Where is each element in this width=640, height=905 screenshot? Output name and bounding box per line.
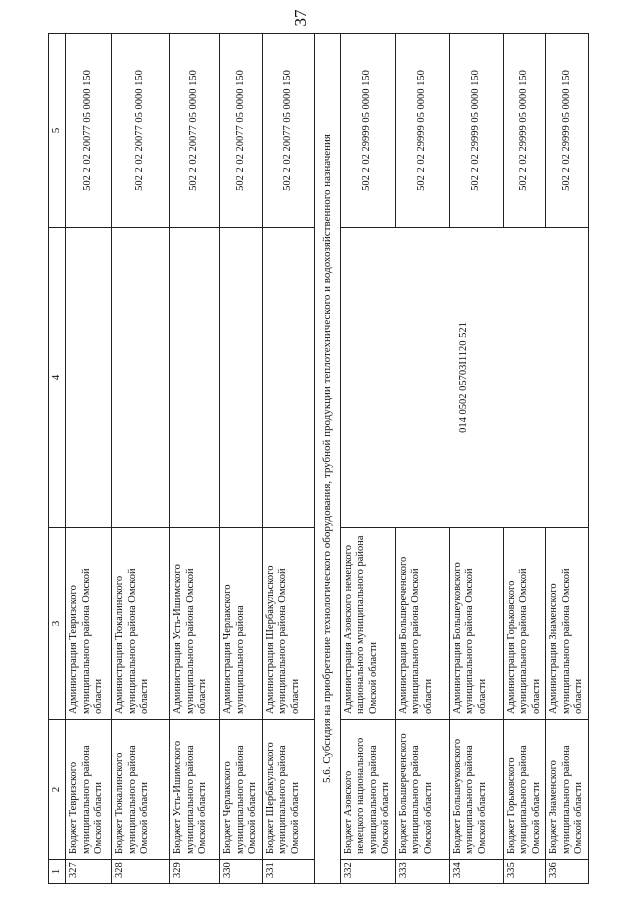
page-number: 37 — [291, 9, 310, 27]
header-col-1: 1 — [49, 860, 66, 884]
table-row — [112, 34, 170, 884]
header-row — [49, 34, 66, 884]
admin-cell: Администрация Азовского немецкого национального муниципального района Омской области — [340, 528, 395, 720]
row-number: 332 — [340, 860, 395, 884]
code-cell — [66, 228, 112, 528]
income-code-cell: 502 2 02 29999 05 0000 150 — [340, 34, 395, 228]
header-col-3: 3 — [49, 528, 66, 720]
budget-cell: Бюджет Черлакского муниципального района Омской области — [220, 720, 263, 860]
admin-cell: Администрация Большеуковского муниципального района Омской области — [449, 528, 503, 720]
admin-cell: Администрация Шербакульского муниципального района Омской области — [262, 528, 314, 720]
admin-cell: Администрация Усть-Ишимского муниципального района Омской области — [170, 528, 220, 720]
budget-cell: Бюджет Тюкалинского муниципального района Омской области — [112, 720, 170, 860]
income-code-cell: 502 2 02 29999 05 0000 150 — [503, 34, 546, 228]
budget-table — [48, 33, 589, 884]
budget-cell: Бюджет Азовского немецкого национального муниципального района Омской области — [340, 720, 395, 860]
code-cell — [220, 228, 263, 528]
admin-cell: Администрация Горьковского муниципального района Омской области — [503, 528, 546, 720]
budget-cell: Бюджет Большереченского муниципального района Омской области — [395, 720, 449, 860]
code-cell — [262, 228, 314, 528]
income-code-cell: 502 2 02 29999 05 0000 150 — [395, 34, 449, 228]
budget-cell: Бюджет Большеуковского муниципального района Омской области — [449, 720, 503, 860]
row-number: 329 — [170, 860, 220, 884]
header-col-4: 4 — [49, 228, 66, 528]
budget-cell: Бюджет Шербакульского муниципального района Омской области — [262, 720, 314, 860]
section-row — [314, 34, 340, 884]
admin-cell: Администрация Знаменского муниципального района Омской области — [546, 528, 589, 720]
row-number: 336 — [546, 860, 589, 884]
admin-cell: Администрация Большереченского муниципального района Омской области — [395, 528, 449, 720]
table-row — [170, 34, 220, 884]
row-number: 331 — [262, 860, 314, 884]
code-cell — [170, 228, 220, 528]
income-code-cell: 502 2 02 20077 05 0000 150 — [220, 34, 263, 228]
income-code-cell: 502 2 02 20077 05 0000 150 — [170, 34, 220, 228]
header-col-5: 5 — [49, 34, 66, 228]
table-row — [262, 34, 314, 884]
admin-cell: Администрация Тюкалинского муниципального района Омской области — [112, 528, 170, 720]
income-code-cell: 502 2 02 20077 05 0000 150 — [262, 34, 314, 228]
admin-cell: Администрация Тевризского муниципального района Омской области — [66, 528, 112, 720]
row-number: 327 — [66, 860, 112, 884]
income-code-cell: 502 2 02 29999 05 0000 150 — [546, 34, 589, 228]
section-code-cell: 014 0502 05703I1120 521 — [340, 228, 588, 528]
income-code-cell: 502 2 02 29999 05 0000 150 — [449, 34, 503, 228]
income-code-cell: 502 2 02 20077 05 0000 150 — [112, 34, 170, 228]
budget-cell: Бюджет Знаменского муниципального района Омской области — [546, 720, 589, 860]
income-code-cell: 502 2 02 20077 05 0000 150 — [66, 34, 112, 228]
row-number: 330 — [220, 860, 263, 884]
table-row — [66, 34, 112, 884]
budget-cell: Бюджет Горьковского муниципального района Омской области — [503, 720, 546, 860]
header-col-2: 2 — [49, 720, 66, 860]
row-number: 328 — [112, 860, 170, 884]
row-number: 335 — [503, 860, 546, 884]
code-cell — [112, 228, 170, 528]
section-title: 5.6. Субсидия на приобретение технологического оборудования, трубной продукции теплотехнического и водохозяйственного назначения — [314, 34, 340, 884]
row-number: 333 — [395, 860, 449, 884]
budget-cell: Бюджет Тевризского муниципального района Омской области — [66, 720, 112, 860]
rotated-table-container — [48, 34, 584, 884]
table-row — [340, 34, 395, 884]
row-number: 334 — [449, 860, 503, 884]
table-row — [220, 34, 263, 884]
budget-cell: Бюджет Усть-Ишимского муниципального района Омской области — [170, 720, 220, 860]
admin-cell: Администрация Черлакского муниципального района — [220, 528, 263, 720]
